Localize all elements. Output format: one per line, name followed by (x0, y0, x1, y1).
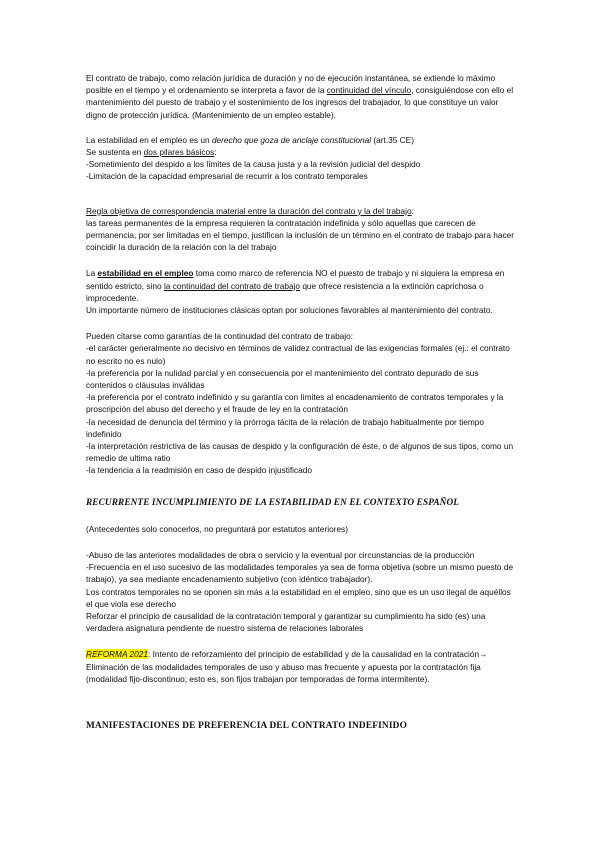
stability-paragraph (86, 267, 518, 304)
pillars-line2-text: Se sustenta en (86, 147, 144, 158)
stability-text-c: que ofrece resistencia a la extinción caprichosa o improcedente. (86, 280, 484, 303)
guarantees-intro: Pueden citarse como garantías de la continuidad del contrato de trabajo: (86, 331, 354, 342)
stability-underlined: la continuidad del contrato de trabajo (163, 280, 301, 291)
pillars-ref: (art.35 CE) (371, 134, 414, 145)
intro-text-continued: , consiguiéndose con ello el mantenimiento del puesto de trabajo y el sostenimiento de los ingresos del trabajador, lo que constituye un valor digno de protección jurídica. (Mantenimiento de un empleo estable). (86, 85, 514, 120)
reform-highlight: REFORMA 2021 (86, 649, 148, 660)
intro-text: El contrato de trabajo, como relación jurídica de duración y no de ejecución instantánea, se extiende lo máximo posible en el tiempo y el ordenamiento se interpreta a favor de la (86, 73, 496, 96)
section-note: (Antecedentes solo conocerlos, no preguntará por estatutos anteriores) (86, 523, 348, 534)
section-heading: RECURRENTE INCUMPLIMIENTO DE LA ESTABILIDAD EN EL CONTEXTO ESPAÑOL (86, 497, 460, 508)
rule-underlined: Regla objetiva de correspondencia material entre la duración del contrato y la del trabajo (86, 205, 412, 216)
pillars-underlined: dos pilares básicos (143, 147, 215, 158)
guarantee-item: -el carácter generalmente no decisivo en términos de validez contractual de las exigencias formales (ej.: el contrato no escrito no es nulo) (86, 343, 510, 366)
pillars-italic: derecho que goza de anclaje constitucional (211, 134, 372, 145)
document-body (86, 72, 518, 733)
guarantee-item: -la tendencia a la readmisión en caso de despido injustificado (86, 465, 313, 476)
reform-text: : Intento de reforzamiento del principio de estabilidad y de la causalidad en la contratación→ Eliminación de las modalidades temporales de uso y abuso mas frecuente y apuesta por la contratación fija (modalidad fijo-discontinuo; esto es, son fijos trabajan por temporadas de forma intermitente). (86, 649, 488, 684)
pillar-item: -Sometimiento del despido a los límites de la causa justa y a la revisión judicial del despido (86, 159, 421, 170)
pillars-line1 (86, 134, 518, 146)
rule-title (86, 205, 518, 217)
stability-institutions: Un importante número de instituciones clásicas optan por soluciones favorables al mantenimiento del contrato. (86, 305, 493, 316)
section-heading-2: MANIFESTACIONES DE PREFERENCIA DEL CONTRATO INDEFINIDO (86, 720, 408, 731)
pillars-colon: : (214, 147, 217, 158)
guarantee-item: -la necesidad de denuncia del término y la prórroga tácita de la relación de trabajo habitualmente por tiempo indefinido (86, 416, 485, 439)
intro-underlined: continuidad del vínculo (326, 85, 412, 96)
intro-paragraph (86, 72, 518, 121)
reform-paragraph (86, 648, 518, 685)
stability-bold: estabilidad en el empleo (97, 268, 194, 279)
guarantee-item: -la interpretación restrictiva de las causas de despido y la configuración de éste, o de algunos de sus tipos, como un remedio de ultima ratio (86, 441, 514, 464)
pillars-text: La estabilidad en el empleo es un (86, 134, 212, 145)
stability-text-b: toma como marco de referencia NO el puesto de trabajo y ni siquiera la empresa en sentido estricto, sino (86, 268, 505, 291)
pillars-line2 (86, 146, 518, 158)
section-item: Los contratos temporales no se oponen sin más a la estabilidad en el empleo, sino que es un uso ilegal de aquéllos el que viola ese derecho (86, 586, 511, 609)
rule-text: las tareas permanentes de la empresa requieren la contratación indefinida y sólo aquellas que carecen de permanencia, por ser limitadas en el tiempo, justifican la inclusión de un término en el contrato de trabajo para hacer coincidir la duración de la relación con la del trabajo (86, 217, 514, 253)
rule-colon: : (411, 205, 414, 216)
stability-text: La (86, 268, 98, 279)
section-item: -Abuso de las anteriores modalidades de obra o servicio y la eventual por circunstancias de la producción (86, 549, 475, 560)
section-item: -Frecuencia en el uso sucesivo de las modalidades temporales ya sea de forma objetiva (sobre un mismo puesto de trabajo), ya sea mediante encadenamiento subjetivo (con idéntico trabajador). (86, 562, 514, 585)
guarantee-item: -la preferencia por la nulidad parcial y en consecuencia por el mantenimiento del contrato depurado de sus contenidos o cláusulas inválidas (86, 367, 479, 391)
section-item: Reforzar el principio de causalidad de la contratación temporal y garantizar su cumplimiento ha sido (es) una verdadera asignatura pendiente de nuestro sistema de relaciones laborales (86, 610, 486, 634)
pillar-item: -Limitación de la capacidad empresarial de recurrir a los contrato temporales (86, 171, 368, 182)
guarantee-item: -la preferencia por el contrato indefinido y su garantía con límites al encadenamiento de contratos temporales y la proscripción del abuso del derecho y el fraude de ley en la contratación (86, 392, 504, 415)
